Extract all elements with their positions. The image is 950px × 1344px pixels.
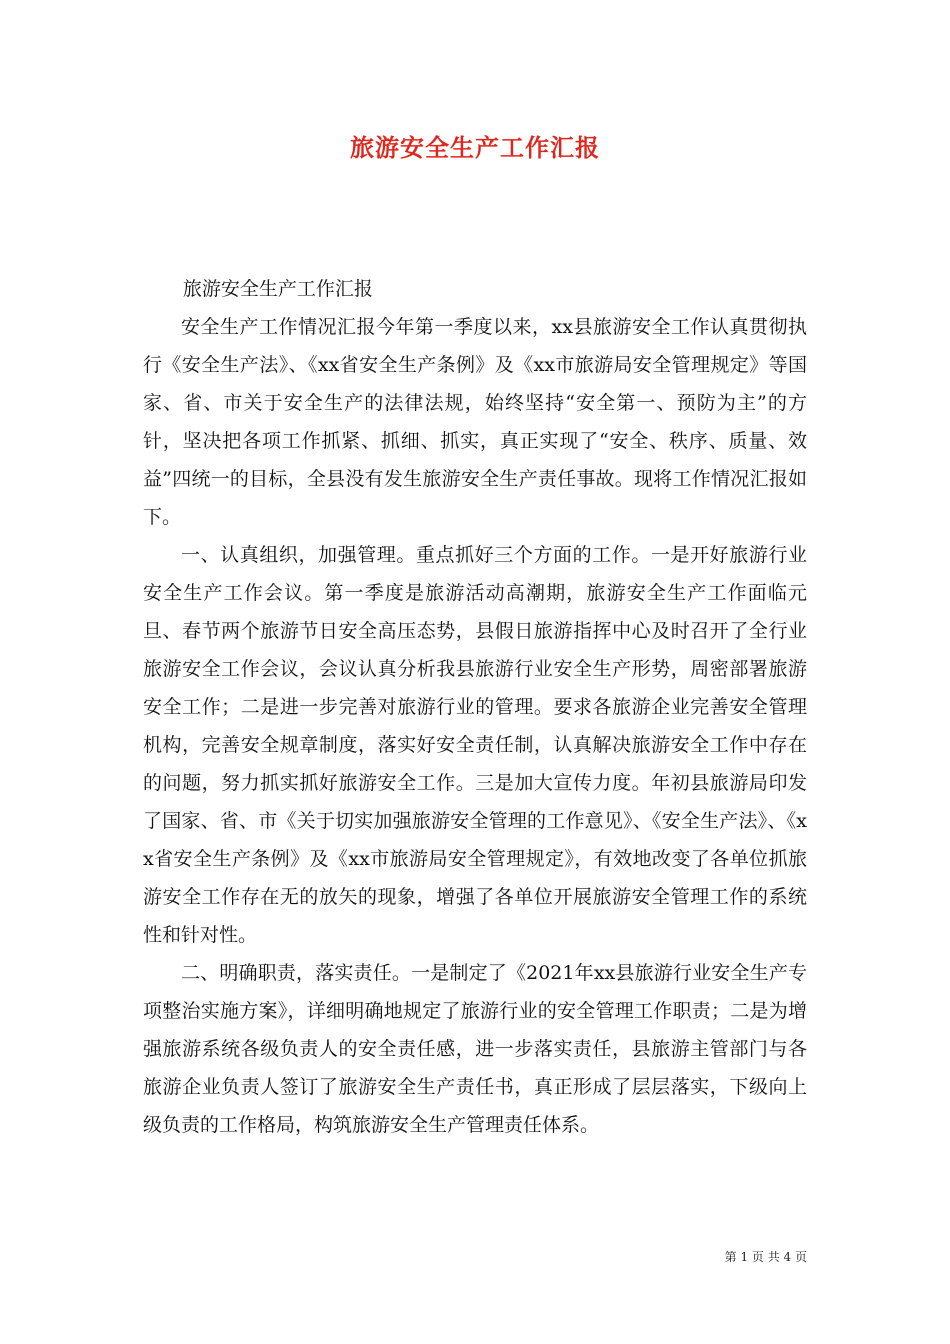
paragraph-intro: 安全生产工作情况汇报今年第一季度以来，xx县旅游安全工作认真贯彻执行《安全生产法》、《xx省安全生产条例》及《xx市旅游局安全管理规定》等国家、省、市关于安全生产的法律法规，始终坚持“安全第一、预防为主”的方针，坚决把各项工作抓紧、抓细、抓实，真正实现了“安全、秩序、质量、效益”四统一的目标，全县没有发生旅游安全生产责任事故。现将工作情况汇报如下。 [143,316,807,528]
body-heading: 旅游安全生产工作汇报 [182,278,373,300]
document-body [143,270,807,1144]
document-title: 旅游安全生产工作汇报 [350,133,600,162]
page-number: 第 1 页 共 4 页 [724,1250,807,1264]
paragraph-section-two: 二、明确职责，落实责任。一是制定了《2021年xx县旅游行业安全生产专项整治实施方案》，详细明确地规定了旅游行业的安全管理工作职责；二是为增强旅游系统各级负责人的安全责任感，进一步落实责任，县旅游主管部门与各旅游企业负责人签订了旅游安全生产责任书，真正形成了层层落实，下级向上级负责的工作格局，构筑旅游安全生产管理责任体系。 [143,962,807,1136]
paragraph-section-one: 一、认真组织，加强管理。重点抓好三个方面的工作。一是开好旅游行业安全生产工作会议。第一季度是旅游活动高潮期，旅游安全生产工作面临元旦、春节两个旅游节日安全高压态势，县假日旅游指挥中心及时召开了全行业旅游安全工作会议，会议认真分析我县旅游行业安全生产形势，周密部署旅游安全工作；二是进一步完善对旅游行业的管理。要求各旅游企业完善安全管理机构，完善安全规章制度，落实好安全责任制，认真解决旅游安全工作中存在的问题，努力抓实抓好旅游安全工作。三是加大宣传力度。年初县旅游局印发了国家、省、市《关于切实加强旅游安全管理的工作意见》、《安全生产法》、《xx省安全生产条例》及《xx市旅游局安全管理规定》，有效地改变了各单位抓旅游安全工作存在无的放矢的现象，增强了各单位开展旅游安全管理工作的系统性和针对性。 [143,544,807,946]
